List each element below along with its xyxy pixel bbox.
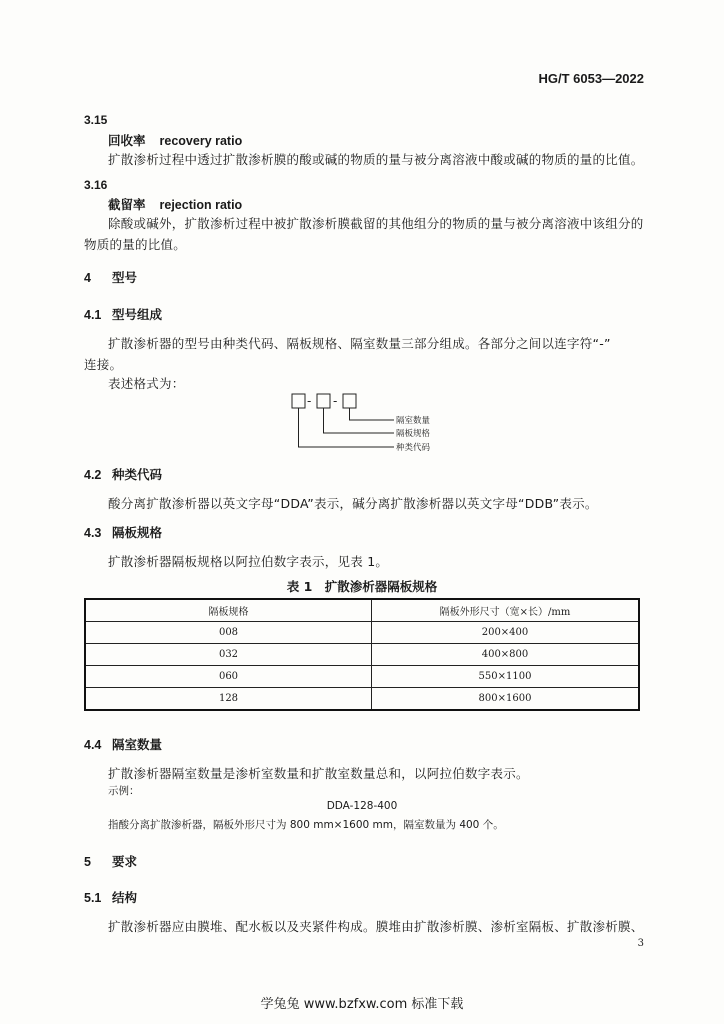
table-cell: 200×400	[372, 622, 640, 644]
table-cell: 400×800	[372, 644, 640, 666]
page-number: 3	[637, 938, 644, 949]
standard-number: HG/T 6053—2022	[538, 71, 644, 86]
term-number: 3.15	[84, 113, 108, 127]
model-format-svg	[290, 392, 450, 456]
paragraph-line-1: 扩散渗析器的型号由种类代码、隔板规格、隔室数量三部分组成。各部分之间以连字符“-”	[108, 336, 611, 351]
section-title: 种类代码	[112, 467, 163, 482]
table-caption: 表 1 扩散渗析器隔板规格	[286, 579, 438, 594]
section-number: 4.3	[84, 526, 102, 540]
example-text: 指酸分离扩散渗析器，隔板外形尺寸为 800 mm×1600 mm，隔室数量为 400 个。	[108, 819, 504, 831]
paragraph: 扩散渗析器隔室数量是渗析室数量和扩散室数量总和，以阿拉伯数字表示。	[108, 766, 529, 781]
example-label: 示例：	[108, 785, 140, 797]
section-number: 5.1	[84, 891, 102, 905]
section-title: 隔板规格	[112, 525, 163, 540]
paragraph-line-2: 连接。	[84, 357, 123, 372]
term-number: 3.16	[84, 178, 108, 192]
table-row	[85, 644, 639, 666]
section-number: 4.2	[84, 468, 102, 482]
section-heading-4-4	[84, 735, 162, 753]
term-zh: 回收率	[108, 133, 146, 148]
table-header-cell: 隔板规格	[85, 599, 372, 622]
section-number: 4	[84, 271, 91, 285]
plate-spec-table	[84, 598, 640, 711]
section-heading-5	[84, 852, 137, 870]
label-chamber-count: 隔室数量	[396, 416, 431, 426]
type-code-box	[292, 394, 305, 408]
table-cell: 008	[85, 622, 372, 644]
table-cell: 550×1100	[372, 666, 640, 688]
label-plate-spec: 隔板规格	[396, 429, 431, 439]
section-title: 型号组成	[112, 307, 163, 322]
separator-1: -	[307, 394, 312, 408]
section-number: 4.1	[84, 308, 102, 322]
chamber-count-box	[343, 394, 356, 408]
section-number: 4.4	[84, 738, 102, 752]
table-cell: 800×1600	[372, 688, 640, 711]
section-title: 型号	[112, 270, 138, 285]
format-intro: 表述格式为：	[108, 376, 185, 391]
term-title	[108, 131, 242, 149]
section-heading-4-2	[84, 465, 162, 483]
term-definition: 扩散渗析过程中透过扩散渗析膜的酸或碱的物质的量与被分离溶液中酸或碱的物质的量的比值。	[108, 152, 644, 167]
table-row	[85, 688, 639, 711]
model-format-diagram	[290, 392, 450, 456]
section-title: 要求	[112, 854, 138, 869]
leader-line-chamber	[350, 408, 395, 420]
section-heading-4-3	[84, 523, 162, 541]
paragraph: 酸分离扩散渗析器以英文字母“DDA”表示，碱分离扩散渗析器以英文字母“DDB”表示。	[108, 496, 598, 511]
section-heading-4	[84, 268, 137, 286]
paragraph: 扩散渗析器应由膜堆、配水板以及夹紧件构成。膜堆由扩散渗析膜、渗析室隔板、扩散渗析膜、	[108, 919, 644, 934]
table-header-row	[85, 599, 639, 622]
table-cell: 128	[85, 688, 372, 711]
separator-2: -	[333, 394, 338, 408]
paragraph: 扩散渗析器隔板规格以阿拉伯数字表示，见表 1。	[108, 554, 389, 569]
plate-spec-box	[317, 394, 330, 408]
section-title: 结构	[112, 890, 138, 905]
term-en: rejection ratio	[159, 198, 243, 212]
term-zh: 截留率	[108, 197, 146, 212]
footer-watermark: 学兔兔 www.bzfxw.com 标准下载	[260, 997, 464, 1012]
label-type-code: 种类代码	[396, 443, 431, 453]
table-row	[85, 666, 639, 688]
term-title	[108, 195, 242, 213]
table-cell: 060	[85, 666, 372, 688]
table-cell: 032	[85, 644, 372, 666]
table-header-cell: 隔板外形尺寸（宽×长）/mm	[372, 599, 640, 622]
table-row	[85, 622, 639, 644]
section-title: 隔室数量	[112, 737, 163, 752]
term-definition-line-1: 除酸或碱外，扩散渗析过程中被扩散渗析膜截留的其他组分的物质的量与被分离溶液中该组分的	[108, 216, 644, 231]
leader-line-type	[299, 408, 395, 447]
term-definition-line-2: 物质的量的比值。	[84, 237, 187, 252]
section-heading-4-1	[84, 305, 162, 323]
term-en: recovery ratio	[159, 134, 243, 148]
section-number: 5	[84, 855, 91, 869]
example-code: DDA-128-400	[326, 800, 398, 812]
section-heading-5-1	[84, 888, 137, 906]
